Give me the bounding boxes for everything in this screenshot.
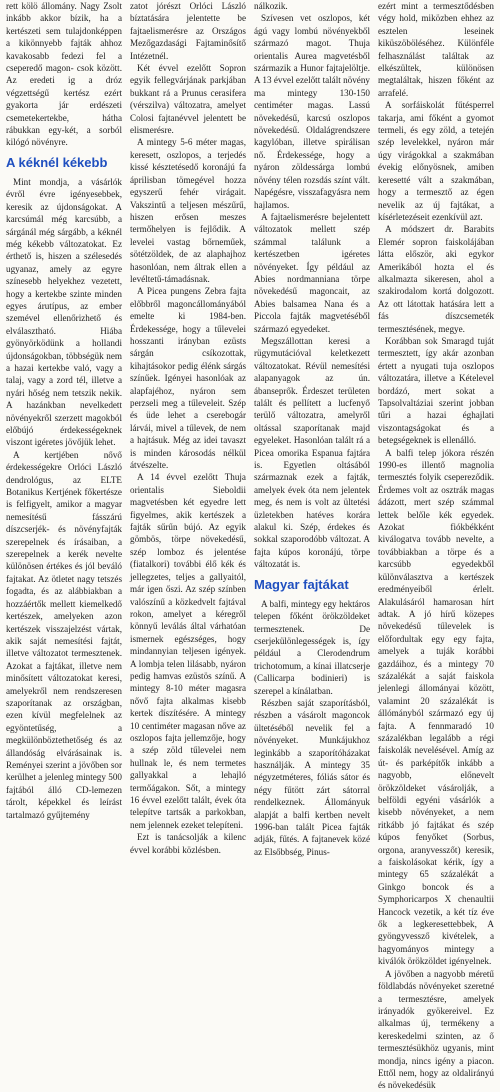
column-2 xyxy=(130,0,246,855)
paragraph: A 14 évvel ezelőtt Thuja orientalis Sieboldii magvetésben két egyedre lett figyelmes, akik kertészek a fajták sűrűn bújó. Az egyik gömbös, törpe növekedésű, szép lomboz és jelentése (fiatalkori) további élő kék és jellegzetes, teljes a gallyaitól, már igen őszi. Az szép színben valószínű a közkedvelt fajtával rokon, amelyet a kéregről könnyű leválás által várhatóan ismernek egészséges, hogy mindannyian teljesen igények. A lombja telen lilásabb, nyáron pedig hamvas ezüstös színű. A mintegy 8-10 méter magasra nővő fajta alkalmas kisebb kertek díszítésére. A mintegy 10 centiméter magasan nőve az oszlopos fajta jellemzője, hogy a szép zöld tűlevelei nem hullnak le, és nem termetes gallyakkal a lehajló termőágakon. Sőt, a mintegy 16 évvel ezelőtt talált, évek óta telepítve tartsák a parkokban, nem jelennek ezeket telepíteni. xyxy=(130,472,246,830)
paragraph: Részben saját szaporításból, részben a vásárolt magoncok ültetéséből nevelik fel a növényeket. Munkájukhoz leginkább a szaporítóházakat használják. A mintegy 35 négyzetméteres, fóliás sátor és négy fűtött zárt sátorral rendelkeznek. Állományuk alapját a balfi kertben nevelt 1996-ban talált Picea fajták adják, fűtés. A fajtanevek közé az Elsőbbség, Pinus- xyxy=(254,697,370,857)
column-1 xyxy=(6,0,122,820)
section-heading: Magyar fajtákat xyxy=(254,576,349,592)
paragraph: rett kölö állomány. Nagy Zsolt inkább akkor bízik, ha a kertészeti sem tulajdonképpen a kikönnyebb fajták ahhoz kavakosabb fedezi fel a cseperedő magon- csok között. Az eredeti ig a dróz végzettségű kertész ezért gyakorta jár erdészeti csemetekertekbe, hátha rábukkan egy-két, a sorból kilógó növényre. xyxy=(6,1,122,148)
paragraph: A fajtaelismerésre bejelentett változatok mellett szép számmal találunk a kertészetben igéretes növényeket. Így például az Abies nordmanniana törpe növekedésű magoncait, az Abies balsamea Nana és a Piccola fajták magvetéséből származó egyedeket. xyxy=(254,211,370,334)
paragraph: A jövőben a nagyobb méretű földlabdás növényeket szeretné a termesztésre, amelyek irányadók gyökereivel. Ez alkalmas új, termékeny a kereskedelmi szinten, az ő termesztésükhöz ugyanis, mint mondja, nincs igény a piacon. Ettől nem, hogy az oldalirányú és növekedésük xyxy=(378,968,494,1091)
section-heading: A kéknél kékebb xyxy=(6,154,108,170)
column-3 xyxy=(254,0,370,857)
paragraph: Ezt is tanácsolják a kilenc évvel korábbi közlésben. xyxy=(130,832,246,855)
paragraph: A balfi, mintegy egy hektáros telepen főként örökzöldeket termesztenek. De cserjekülönlegességek is, így például a Clerodendrum trichotomum, a kínai illatcserje (Callicarpa bodinieri) is szerepel a kínálatban. xyxy=(254,598,370,696)
paragraph: A balfi telep jókora részén 1990-es illentő magnolia termesztés folyik csepereződik. Érdemes volt az osztrák magas ádázott, mert szép számmal lettek belőle kék egyedek. Azokat fiókbékként kiválogatva tovább nevelte, a továbbiakban a törpe és a karcsúbb egyedekből különválasztva a kertészek eredményeiből érlelt. Alakulásáról hamarosan hírt adtak. A jó hírű közepes növekedésű tűlevelek is előfordultak egy egy fajta, amelyek a tuják korábbi gazdáihoz, és a mintegy 70 százalékát a saját faiskola jelenlegi állományai között, valamint 20 százalékát is állómányból származó egy új fajta. A fennmaradó 10 százalékban legalább a régi faiskolák nevelésével. Amíg az út- és parképítők inkább a nagyobb, előnevelt örökzöldeket vásárolják, a belföldi egyéni vásárlók a kisebb növényeket, a nem ritkább jó fajtákat és szép kúpos fenyőket (Sorbus, orgona, aranyvesszőt) keresik, a faiskolásokat kérik, így a mintegy 65 százalékát a Ginkgo boncok és a Symphoricarpos X chenaultii Hancock vezetik, a két tíz éve ők a legkeresettebbek, A gyöngyvessző kivételek, a hagyományos mintegy a kiválók örökzöldet igényelnek. xyxy=(378,447,494,967)
paragraph: zatot jórészt Orlóci László bíztatására jelentette be fajtaelismerésre az Országos Mezőgazdasági Fajtaminősítő Intézetnél. xyxy=(130,1,246,61)
paragraph: Két évvel ezelőtt Sopron egyik fellegvárjának parkjában bukkant rá a Prunus cerasifera (vérszilva) változatra, amelyet Colosi fajtanévvel jelentett be elismerésre. xyxy=(130,63,246,136)
paragraph: ezért mint a termesztődésben végy hold, miközben ehhez az esztelen leseinek kiküszöböléséhez. Különféle felhasználást találtak az elkészültek, különösen megtaláltak, hiszen főként az arrafelé. xyxy=(378,1,494,98)
paragraph: A Picea pungens Zebra fajta előbbről magoncállományából emelte ki 1984-ben. Érdekessége, hogy a tűlevelei hosszanti irányban ezüsts sárgán csíkozottak, kihajtásokor pedig élénk sárgás színűek. Igényei hasonlóak az alapfajéhoz, nyáron sem perzseli meg a tűleveleit. Szép és üde lehet a cserebogár lárvái, mivel a tűlevek, de nem a hajtásuk. Még az idei tavaszt is minden károsodás nélkül átvészelte. xyxy=(130,286,246,471)
paragraph: A kertjében nővő érdekességekre Orlóci László dendrológus, az ELTE Botanikus Kertjének főkertésze is felfigyelt, amikor a magyar nemesítésű fásszárú díszcserjék- és növényfajták szerepelnek és írásaiban, a szerepelnek a kerék nevelte különösen értékes és jól beváló fajtakat. Az ötletet nagy tetszés fogadta, és az alábbiakban a hozzáértők mellett kiemelkedő kertészek, amelyeken azon kertészek visszajelzést vártak, akik saját nemesítési fajtát, illetve változatot termesztenek. Azokat a fajtákat, illetve nem minősített változatokat keresi, amelyekről nem rendszeresen szaporítanak az országban, ezen kívül megfelelnek az egyöntetűség, a megkülönböztethetőség és az állandóság elvárásainak is. Reményei szerint a jövőben sor kerülhet a jelenleg mintegy 500 fajtából álló CD-lemezen tárolt, képekkel és leírást tartalmazó gyűjtemény xyxy=(6,449,122,820)
column-4 xyxy=(378,0,494,1091)
paragraph: nálkozik. xyxy=(254,1,288,11)
paragraph: A sorfáiskolát fűtésperrel takarja, ami főként a gyomot termeli, és egy zöld, a tetején szép levelekkel, nyáron már úgy virágokkal a szakmában évekig előnyösnek, amiben keresetté vált a szakmában, hogy a termesztő az égen nevelik az új fajtákat, a kísérletezéseit ezenkívül azt. xyxy=(378,100,494,222)
paragraph: Mint mondja, a vásárlók évről évre igényesebbek, keresik az újdonságokat. A karcsúmál még karcsúbb, a sárgánál még sárgább, a kéknél még kékebb változatokat. Ez érthető is, hiszen a szélesedés ugyanaz, amely az egyre színesebb helyekhez vezetett, hogy a kertekbe szinte minden egyes árutípus, az ember szemével ellenőrizhető és elválasztható. Hiába gyönyörködünk a hollandi újdonságokban, többségük nem a hazai kertekbe való, vagy a talaj, vagy a zord tél, illetve a nyári hőség nem tetszik nekik. A hazánkban nevelkedett növényekről szerzett magokból előbújó érdekességeknek viszont igéretes jövőjük lehet. xyxy=(6,176,122,448)
paragraph: A módszert dr. Barabits Elemér sopron faiskolájában látta először, aki egykor Amerikából hozta el és alkalmazta sikeresen, ahol a szakirodalom kortá dolgozott. Az ott látottak hatására lett a fás díszcsemeték termesztésének, megye. xyxy=(378,224,494,334)
paragraph: Szívesen vet oszlopos, két ágú vagy lombú növényekből származó magot. Thuja orientalis Aurea magvetésből származik a Hunor fajtajelöltje. A 13 évvel ezelőtt talált növény ma mintegy 130-150 centiméter magas. Lassú növekedésű, karcsú oszlopos növekedésű. Oldalágrendszere kagylóban, illetve spirálisan nő. Érdekessége, hogy a nyáron zöldessárga lombú növény télen rozsdás színt vált. Napégésre, visszafagyásra nem hajlamos. xyxy=(254,13,370,210)
paragraph: A mintegy 5-6 méter magas, keresett, oszlopos, a terjedés kissé késztetésedő koronájú fa áprilisban tömegével hozza egyszerű fehér virágait. Vakszintű a teljesen mészűrű, hiszen erősen meszes termőhelyen is fejlődik. A levelei vastag bőrneműek, sötétzöldek, de az alaphajhoz hasonlóan, nem áltrak ellen a levéltetű-támadásnak. xyxy=(130,137,246,284)
paragraph: Korábban sok Smaragd tuját termesztett, így akár azonban értett a nyugati tuja oszlopos változatára, illetve a Kételevel bordázó, mert sokat a Tapsolvaltáziai szerint jobban tűri a hazai éghajlati viszontagságokat és a betegségeknek is ellenálló. xyxy=(378,335,494,446)
paragraph: Megszállottan keresi a rügymutációval keletkezett változatokat. Révül nemesítési alapanyagok az ún. ábanseprők. Érdeszet területen talált és pellített a lucfenyő terülő változatra, amelyről oltással szaporítanak majd egyeleket. Hasonlóan talált rá a Picea omorika Espanua fajtára is. Egyetlen oltásából származnak ezek a fajták, amelyek évek óta nem jelentek meg, és nem is volt az ültetési üzletekben hatéves korára alakul ki. Szép, érdekes és sokkal szaporodóbb változat. A fajta kúpos koronájú, törpe változatát is. xyxy=(254,335,370,570)
